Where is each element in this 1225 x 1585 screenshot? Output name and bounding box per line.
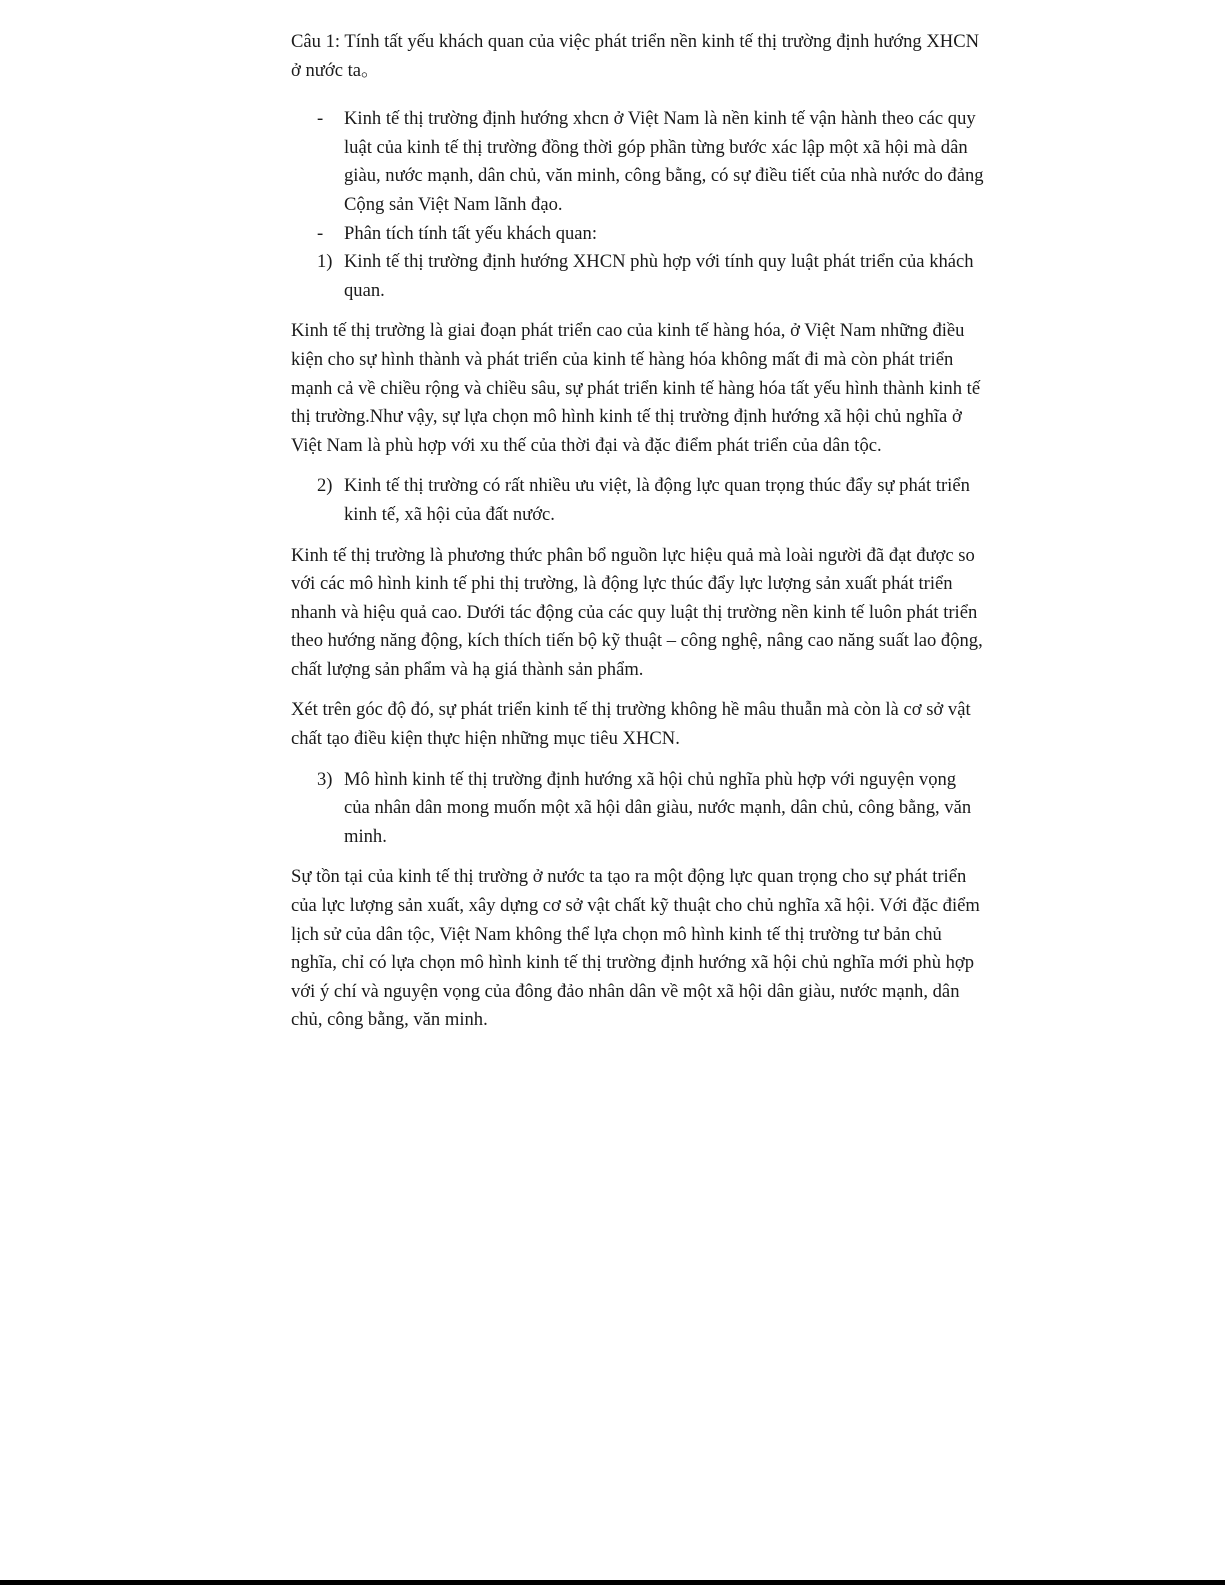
- question-title: Câu 1: Tính tất yếu khách quan của việc phát triển nền kinh tế thị trường định hướng XHCN ở nước ta。: [291, 31, 980, 81]
- numbered-item-2: [291, 472, 986, 529]
- document-page: [291, 28, 986, 1047]
- numbered-item-1: [291, 248, 986, 305]
- bullet-marker: -: [317, 222, 324, 244]
- numbered-list-3: [291, 766, 986, 852]
- numbered-list-2: [291, 472, 986, 529]
- number-marker: 2): [317, 475, 333, 497]
- bullet-text: Kinh tế thị trường định hướng xhcn ở Việt Nam là nền kinh tế vận hành theo các quy luật của kinh tế thị trường đồng thời góp phần từng bước xác lập một xã hội mà dân giàu, nước mạnh, dân chủ, văn minh, công bằng, có sự điều tiết của nhà nước do đảng Cộng sản Việt Nam lãnh đạo.: [344, 108, 984, 215]
- number-marker: 3): [317, 768, 333, 790]
- bullet-list: [291, 105, 986, 305]
- bottom-border: [0, 1580, 1225, 1585]
- bullet-item-definition: [291, 105, 986, 219]
- paragraph-1: Kinh tế thị trường là giai đoạn phát triển cao của kinh tế hàng hóa, ở Việt Nam những điều kiện cho sự hình thành và phát triển của kinh tế hàng hóa không mất đi mà còn phát triển mạnh cả về chiều rộng và chiều sâu, sự phát triển kinh tế hàng hóa tất yếu hình thành kinh tế thị trường.Như vậy, sự lựa chọn mô hình kinh tế thị trường định hướng xã hội chủ nghĩa ở Việt Nam là phù hợp với xu thế của thời đại và đặc điểm phát triển của dân tộc.: [291, 320, 981, 456]
- paragraph-4: Sự tồn tại của kinh tế thị trường ở nước ta tạo ra một động lực quan trọng cho sự phát triển của lực lượng sản xuất, xây dựng cơ sở vật chất kỹ thuật cho chủ nghĩa xã hội. Với đặc điểm lịch sử của dân tộc, Việt Nam không thể lựa chọn mô hình kinh tế thị trường tư bản chủ nghĩa, chỉ có lựa chọn mô hình kinh tế thị trường định hướng xã hội chủ nghĩa mới phù hợp với ý chí và nguyện vọng của đông đảo nhân dân về một xã hội dân giàu, nước mạnh, dân chủ, công bằng, văn minh.: [291, 866, 980, 1031]
- bullet-text: Phân tích tính tất yếu khách quan:: [344, 222, 598, 244]
- paragraph-3: Xét trên góc độ đó, sự phát triển kinh tế thị trường không hề mâu thuẫn mà còn là cơ sở vật chất tạo điều kiện thực hiện những mục tiêu XHCN.: [291, 699, 971, 750]
- bullet-marker: -: [317, 108, 324, 130]
- numbered-text: Mô hình kinh tế thị trường định hướng xã hội chủ nghĩa phù hợp với nguyện vọng của nhân dân mong muốn một xã hội dân giàu, nước mạnh, dân chủ, công bằng, văn minh.: [344, 768, 972, 847]
- bullet-item-analysis: [291, 220, 986, 249]
- numbered-text: Kinh tế thị trường có rất nhiều ưu việt, là động lực quan trọng thúc đẩy sự phát triển kinh tế, xã hội của đất nước.: [344, 475, 970, 525]
- number-marker: 1): [317, 251, 333, 273]
- numbered-text: Kinh tế thị trường định hướng XHCN phù hợp với tính quy luật phát triển của khách quan.: [344, 251, 974, 301]
- numbered-item-3: [291, 766, 986, 852]
- paragraph-2: Kinh tế thị trường là phương thức phân bổ nguồn lực hiệu quả mà loài người đã đạt được so với các mô hình kinh tế phi thị trường, là động lực thúc đẩy lực lượng sản xuất phát triển nhanh và hiệu quả cao. Dưới tác động của các quy luật thị trường nền kinh tế luôn phát triển theo hướng năng động, kích thích tiến bộ kỹ thuật – công nghệ, nâng cao năng suất lao động, chất lượng sản phẩm và hạ giá thành sản phẩm.: [291, 544, 983, 680]
